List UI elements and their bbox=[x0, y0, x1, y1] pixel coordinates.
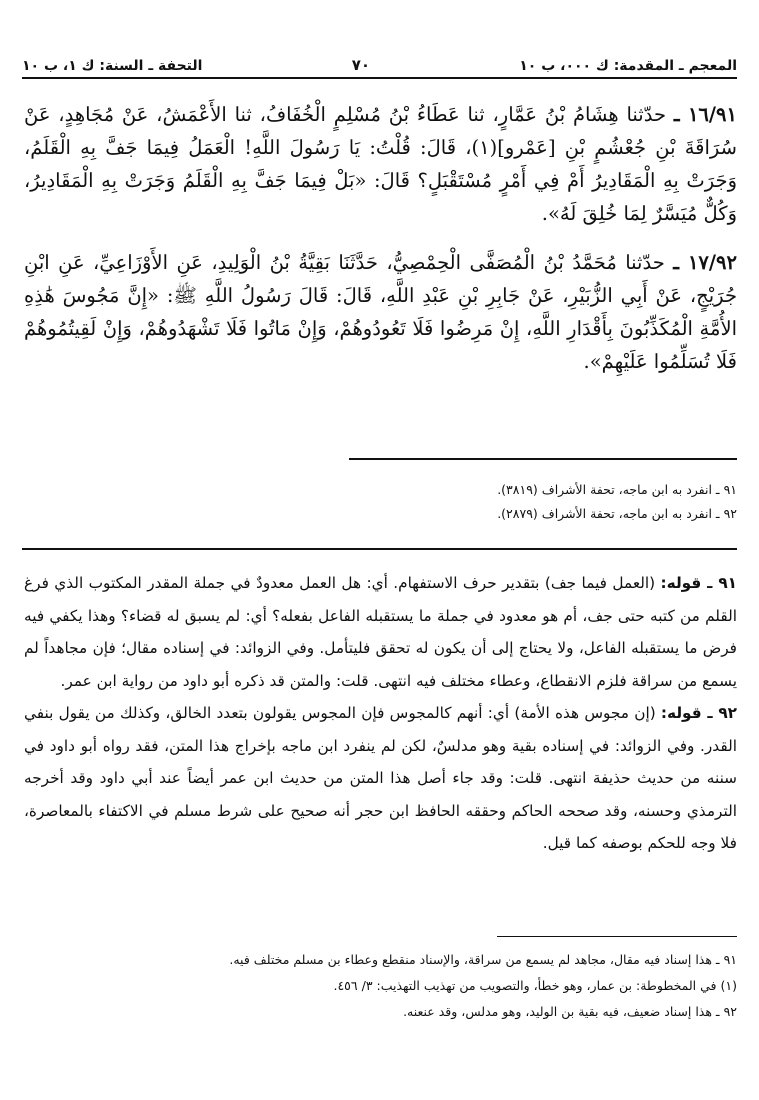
running-header bbox=[22, 48, 737, 74]
bottom-footnotes bbox=[24, 947, 737, 1025]
hadith-section bbox=[24, 98, 737, 394]
hadith-91 bbox=[24, 98, 737, 230]
page-number: ٧٠ bbox=[351, 56, 370, 74]
commentary-text: (العمل فيما جف) بتقدير حرف الاستفهام. أي: هل العمل معدودٌ في جملة المقدر المكتوب الذي فرغ القلم من كتبه حتى جف، أم هو معدود في جملة ما يستقبله الفاعل بفعله؟ أي: لم يسبق له قضاء؟ وهذا يكفي فيه فرض ما يستقبله الفاعل، ولا يحتاج إلى أن يكون له تحقق فليتأمل. وفي الزوائد: في إسناده مقال؛ فإن مجاهداً لم يسمع من سراقة فلزم الانقطاع، وعطاء مختلف فيه انتهى. قلت: والمتن قد ذكره أبو داود من رواية ابن عمر. bbox=[24, 574, 737, 690]
footnote-line: ٩٢ ـ انفرد به ابن ماجه، تحفة الأشراف (٢٨٧٩). bbox=[497, 506, 737, 521]
footnote-line: ٩٢ ـ هذا إسناد ضعيف، فيه بقية بن الوليد، وهو مدلس، وقد عنعنه. bbox=[403, 1004, 737, 1019]
commentary-divider bbox=[22, 548, 737, 550]
header-divider bbox=[22, 77, 737, 79]
hadith-number: ١٧/٩٢ ـ bbox=[673, 251, 737, 274]
hadith-text: حدّثنا مُحَمَّدُ بْنُ الْمُصَفَّى الْحِمْصِيُّ، حَدَّثَنَا بَقِيَّةُ بْنُ الْوَلِيدِ، عَنِ الأَوْزَاعِيِّ، عَنِ ابْنِ جُرَيْجٍ، عَنْ أَبِي الزُّبَيْرِ، عَنْ جَابِرِ بْنِ عَبْدِ اللَّهِ، قَالَ: قَالَ رَسُولُ اللَّهِ ﷺ: «إِنَّ مَجُوسَ هَٰذِهِ الأُمَّةِ الْمُكَذِّبُونَ بِأَقْدَارِ اللَّهِ، إِنْ مَرِضُوا فَلَا تَعُودُوهُمْ، وَإِنْ مَاتُوا فَلَا تَشْهَدُوهُمْ، وَإِنْ لَقِيتُمُوهُمْ فَلَا تُسَلِّمُوا عَلَيْهِمْ». bbox=[24, 251, 737, 373]
footnote-divider-top bbox=[349, 458, 737, 460]
footnote-line: ٩١ ـ هذا إسناد فيه مقال، مجاهد لم يسمع من سراقة، والإسناد منقطع وعطاء بن مسلم مختلف فيه. bbox=[229, 952, 737, 967]
footnote-line: ٩١ ـ انفرد به ابن ماجه، تحفة الأشراف (٣٨١٩). bbox=[497, 482, 737, 497]
hadith-92 bbox=[24, 246, 737, 378]
header-left-reference: التحفة ـ السنة: ك ١، ب ١٠ bbox=[22, 58, 203, 74]
commentary-lead: ٩٢ ـ قوله: bbox=[660, 704, 737, 722]
footnote-line: (١) في المخطوطة: بن عمار، وهو خطأ، والتصويب من تهذيب التهذيب: ٣/ ٤٥٦. bbox=[333, 978, 737, 993]
commentary-text: (إن مجوس هذه الأمة) أي: أنهم كالمجوس فإن المجوس يقولون بتعدد الخالق، وكذلك من يقول بنفي القدر. وفي الزوائد: في إسناده بقية وهو مدلسٌ، لكن لم ينفرد ابن ماجه بإخراج هذا المتن، فقد رواه أبو داود في سننه من حديث حذيفة انتهى. قلت: وقد جاء أصل هذا المتن من حديث ابن عمر أيضاً عند أبي داود وقد أخرجه الترمذي وحسنه، وقد صححه الحاكم وحققه الحافظ ابن حجر أنه صحيح على شرط مسلم في الاكتفاء بالمعاصرة، فلا وجه للحكم بوصفه كما قيل. bbox=[24, 704, 737, 852]
commentary-section bbox=[24, 567, 737, 860]
commentary-91 bbox=[24, 567, 737, 697]
commentary-92 bbox=[24, 697, 737, 860]
hadith-number: ١٦/٩١ ـ bbox=[673, 103, 737, 126]
footnote-divider-bottom bbox=[497, 936, 737, 937]
hadith-text: حدّثنا هِشَامُ بْنُ عَمَّارٍ، ثنا عَطَاءُ بْنُ مُسْلِمٍ الْخُفَافُ، ثنا الأَعْمَشُ، عَنْ مُجَاهِدٍ، عَنْ سُرَاقَةَ بْنِ جُعْشُمٍ بْنِ [عَمْرو](١)، قَالَ: قُلْتُ: يَا رَسُولَ اللَّهِ! الْعَمَلُ فِيمَا جَفَّ بِهِ الْقَلَمُ، وَجَرَتْ بِهِ الْمَقَادِيرُ أَمْ فِي أَمْرٍ مُسْتَقْبَلٍ؟ قَالَ: «بَلْ فِيمَا جَفَّ بِهِ الْقَلَمُ وَجَرَتْ بِهِ الْمَقَادِيرُ، وَكُلٌّ مُيَسَّرٌ لِمَا خُلِقَ لَهُ». bbox=[24, 103, 738, 225]
takhrij-footnotes bbox=[24, 478, 737, 526]
header-right-reference: المعجم ـ المقدمة: ك ٠٠٠، ب ١٠ bbox=[519, 58, 737, 74]
commentary-lead: ٩١ ـ قوله: bbox=[660, 574, 737, 592]
